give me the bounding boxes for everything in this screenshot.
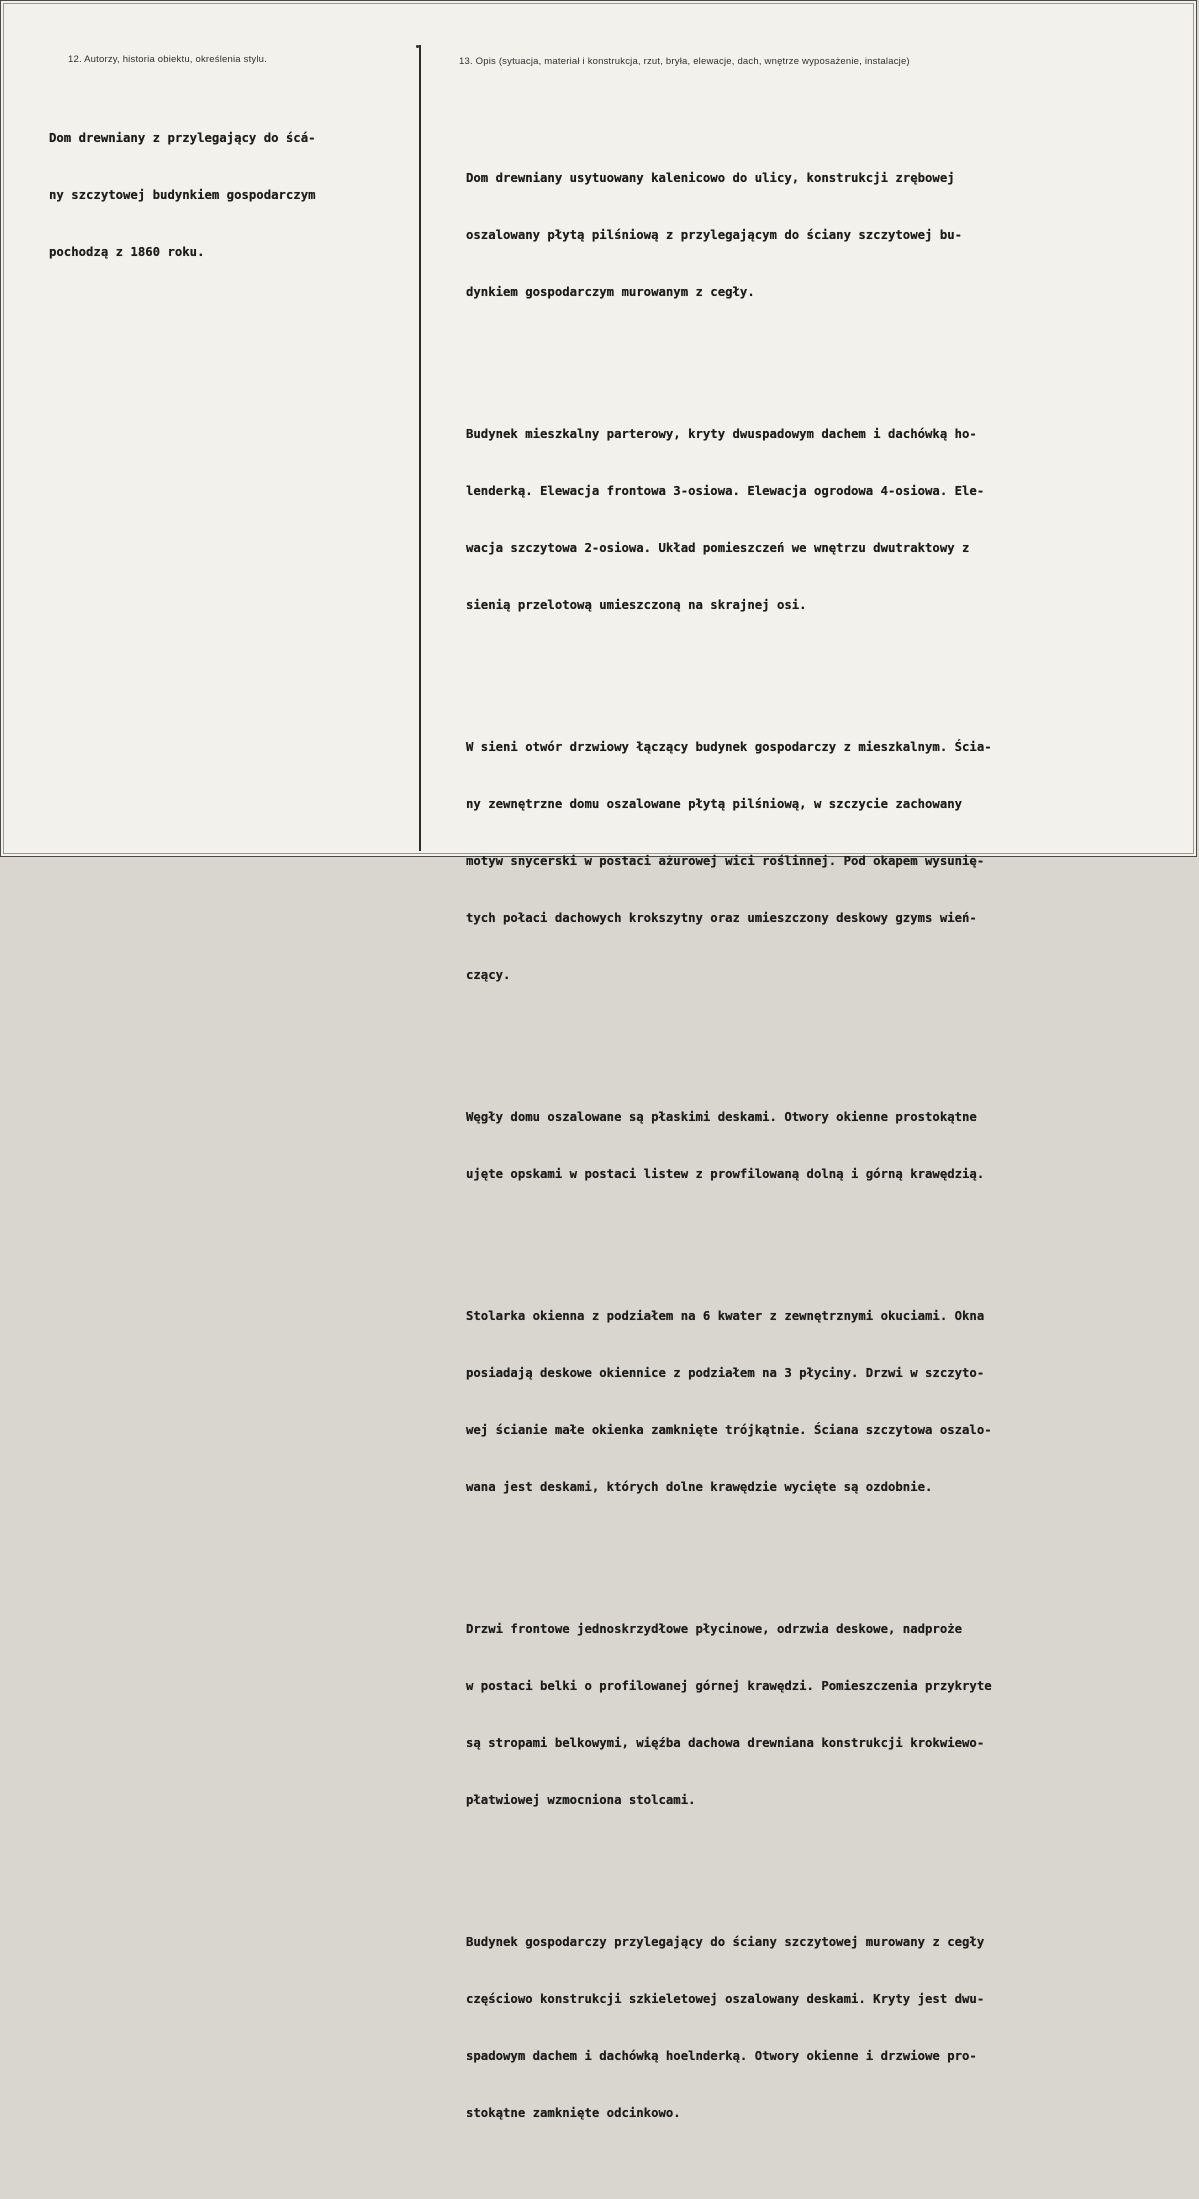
text-line: ujęte opskami w postaci listew z prowfilowaną dolną i górną krawędzią. bbox=[466, 1167, 985, 1181]
text-line: częściowo konstrukcji szkieletowej oszalowany deskami. Kryty jest dwu- bbox=[466, 1992, 985, 2006]
text-line: płatwiowej wzmocniona stolcami. bbox=[466, 1793, 696, 1807]
text-line: pochodzą z 1860 roku. bbox=[49, 245, 205, 259]
text-line: Budynek gospodarczy przylegający do ściany szczytowej murowany z cegły bbox=[466, 1935, 985, 1949]
text-line: dynkiem gospodarczym murowanym z cegły. bbox=[466, 285, 755, 299]
text-line: stokątne zamknięte odcinkowo. bbox=[466, 2106, 681, 2120]
section-12-text bbox=[49, 91, 316, 300]
text-line: w postaci belki o profilowanej górnej krawędzi. Pomieszczenia przykryte bbox=[466, 1679, 992, 1693]
text-line: motyw snycerski w postaci ażurowej wici roślinnej. Pod okapem wysunię- bbox=[466, 854, 985, 868]
text-line: Drzwi frontowe jednoskrzydłowe płycinowe, odrzwia deskowe, nadproże bbox=[466, 1622, 963, 1636]
paragraph bbox=[466, 1582, 992, 1848]
paragraph bbox=[466, 387, 992, 653]
text-line: wacja szczytowa 2-osiowa. Układ pomieszczeń we wnętrzu dwutraktowy z bbox=[466, 541, 970, 555]
field-label-12: 12. Autorzy, historia obiektu, określenia stylu. bbox=[68, 54, 267, 65]
text-line: sienią przelotową umieszczoną na skrajnej osi. bbox=[466, 598, 807, 612]
text-line: Dom drewniany usytuowany kalenicowo do ulicy, konstrukcji zrębowej bbox=[466, 171, 955, 185]
text-line: są stropami belkowymi, więźba dachowa drewniana konstrukcji krokwiewo- bbox=[466, 1736, 985, 1750]
text-line: posiadają deskowe okiennice z podziałem na 3 płyciny. Drzwi w szczyto- bbox=[466, 1366, 985, 1380]
text-line: spadowym dachem i dachówką hoelnderką. Otwory okienne i drzwiowe pro- bbox=[466, 2049, 977, 2063]
text-line: czący. bbox=[466, 968, 511, 982]
paragraph bbox=[466, 131, 992, 340]
text-line: tych połaci dachowych krokszytny oraz umieszczony deskowy gzyms wień- bbox=[466, 911, 977, 925]
text-line: ny szczytowej budynkiem gospodarczym bbox=[49, 188, 316, 202]
text-line: ny zewnętrzne domu oszalowane płytą pilśniową, w szczycie zachowany bbox=[466, 797, 963, 811]
column-divider bbox=[419, 45, 421, 851]
text-line: lenderką. Elewacja frontowa 3-osiowa. Elewacja ogrodowa 4-osiowa. Ele- bbox=[466, 484, 985, 498]
section-13-text bbox=[466, 93, 992, 2199]
text-line: oszalowany płytą pilśniową z przylegającym do ściany szczytowej bu- bbox=[466, 228, 963, 242]
paragraph bbox=[466, 1895, 992, 2161]
text-line: Budynek mieszkalny parterowy, kryty dwuspadowym dachem i dachówką ho- bbox=[466, 427, 977, 441]
text-line: Stolarka okienna z podziałem na 6 kwater z zewnętrznymi okuciami. Okna bbox=[466, 1309, 985, 1323]
text-line: wej ścianie małe okienka zamknięte trójkątnie. Ściana szczytowa oszalo- bbox=[466, 1423, 992, 1437]
paragraph bbox=[466, 1269, 992, 1535]
text-line: Dom drewniany z przylegający do ścá- bbox=[49, 131, 316, 145]
text-line: Węgły domu oszalowane są płaskimi deskami. Otwory okienne prostokątne bbox=[466, 1110, 977, 1124]
field-label-13: 13. Opis (sytuacja, materiał i konstrukcja, rzut, bryła, elewacje, dach, wnętrze wyposażenie, instalacje) bbox=[459, 56, 910, 67]
text-line: wana jest deskami, których dolne krawędzie wycięte są ozdobnie. bbox=[466, 1480, 933, 1494]
paragraph bbox=[466, 1070, 992, 1222]
text-line: W sieni otwór drzwiowy łączący budynek gospodarczy z mieszkalnym. Ścia- bbox=[466, 740, 992, 754]
paragraph bbox=[466, 700, 992, 1023]
